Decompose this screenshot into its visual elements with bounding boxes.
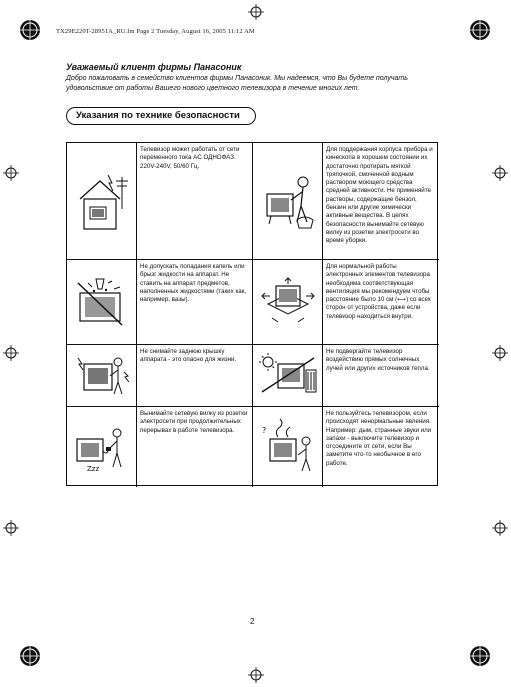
print-header: TX29E220T-28951A_RU.fm Page 2 Tuesday, August 16, 2005 11:12 AM [56,28,255,35]
crosshair-mark-icon [3,345,19,361]
safety-illustration [67,143,137,260]
crosshair-mark-icon [492,165,508,181]
safety-text: Не допускать попадания капель или брызг жидкости на аппарат. Не ставить на аппарат предметов, наполненных жидкостями (таких как, например, вазы). [137,260,253,345]
crosshair-mark-icon [3,520,19,536]
safety-illustration [67,345,137,407]
registration-mark-icon [17,17,43,43]
safety-text: Для поддержания корпуса прибора и кинескопа в хорошем состоянии их достаточно протирать мягкой тряпочкой, смоченной водным раствором моющего средства средней активности. Не применяйте растворы, содержащие бензол, бензин или другие химически активные вещества. В целях безопасности вынимайте сетевую вилку из розетки электросети во время уборки. [323,143,439,260]
greeting-title: Уважаемый клиент фирмы Панасоник [66,62,242,72]
safety-illustration [253,407,323,487]
safety-text: Телевизор может работать от сети переменного тока AC ОДНОФАЗ. 220V-240V, 50/60 Гц. [137,143,253,260]
crosshair-mark-icon [492,345,508,361]
safety-text: Не снимайте заднюю крышку аппарата - это опасно для жизни. [137,345,253,407]
registration-mark-icon [467,643,493,669]
safety-illustration [253,345,323,407]
crosshair-mark-icon [3,165,19,181]
safety-illustration [253,260,323,345]
safety-instructions-grid [66,142,438,486]
sun-heater-tv-icon [258,352,318,400]
safety-illustration [67,260,137,345]
page-number: 2 [250,617,255,626]
safety-text: Вынимайте сетевую вилку из розетки электросети при продолжительных перерывах в работе телевизора. [137,407,253,487]
unplug-tv-icon [73,421,131,473]
safety-text: Для нормальной работы электронных элементов телевизора необходима соответствующая вентиляция мы рекомендуем чтобы расстояние было 10 см (⟷) со всех сторон от устройства, даже если телевизор находиться внутри. [323,260,439,345]
section-title: Указания по технике безопасности [66,107,256,125]
tv-ventilation-icon [258,274,318,330]
person-cleaning-tv-icon [257,168,319,234]
liquid-spill-tv-icon [74,275,130,329]
smoking-tv-warning-icon [258,419,318,475]
safety-illustration [67,407,137,487]
crosshair-mark-icon [248,667,264,683]
safety-illustration [253,143,323,260]
safety-text: Не подвергайте телевизор воздействию прямых солнечных лучей или других источников тепла. [323,345,439,407]
svg-text:?: ? [261,426,266,435]
svg-text:Zzz: Zzz [86,465,99,473]
tv-house-antenna-icon [72,169,132,233]
registration-mark-icon [467,17,493,43]
greeting-text: Добро пожаловать в семейство клиентов фирмы Панасоник. Мы надеемся, что Вы будете получать удовольствие от работы Вашего нового цветного телевизора в течение многих лет. [66,75,408,92]
safety-text: Не пользуйтесь телевизором, если происходят ненормальные явления. Например: дым, странные звуки или запахи - выключите телевизор и отсоедините от сети, если Вы заметите что-то необычное в его работе. [326,410,432,467]
electric-shock-back-cover-icon [74,352,130,400]
crosshair-mark-icon [492,520,508,536]
registration-mark-icon [17,643,43,669]
crosshair-mark-icon [248,4,264,20]
